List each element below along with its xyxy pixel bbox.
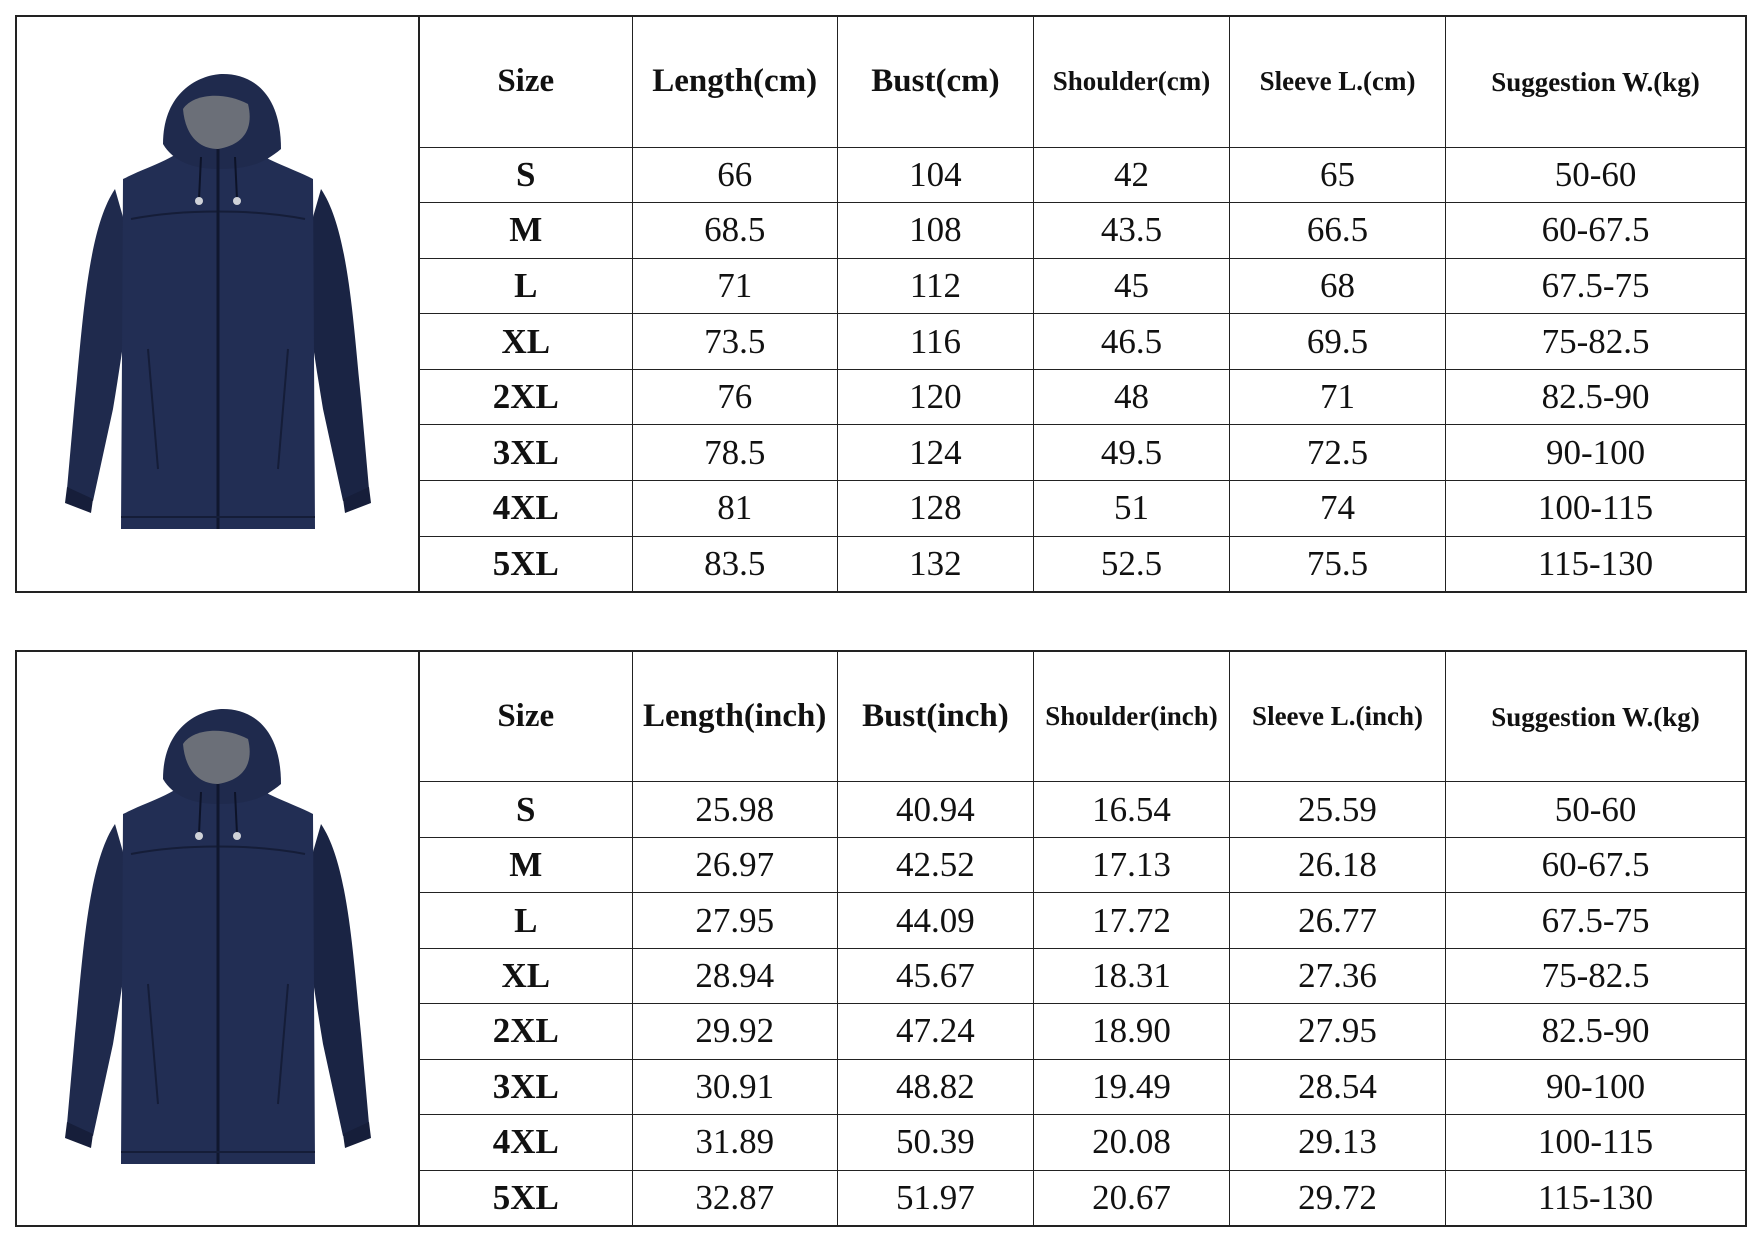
value-cell: 27.95 [632, 893, 837, 948]
header-shoulder: Shoulder(inch) [1033, 652, 1229, 782]
size-cell: 4XL [420, 480, 632, 536]
value-cell: 68.5 [632, 203, 837, 259]
value-cell: 75.5 [1230, 536, 1446, 591]
header-suggestion: Suggestion W.(kg) [1446, 652, 1745, 782]
value-cell: 100-115 [1446, 480, 1745, 536]
value-cell: 78.5 [632, 425, 837, 481]
value-cell: 51.97 [837, 1170, 1033, 1225]
value-cell: 60-67.5 [1446, 837, 1745, 892]
value-cell: 104 [837, 147, 1033, 203]
table-row [420, 837, 1745, 892]
size-cell: 2XL [420, 369, 632, 425]
value-cell: 128 [837, 480, 1033, 536]
size-table-inch [420, 652, 1745, 1225]
table-row [420, 1115, 1745, 1170]
header-shoulder: Shoulder(cm) [1033, 17, 1229, 147]
header-bust: Bust(inch) [837, 652, 1033, 782]
size-cell: S [420, 147, 632, 203]
size-cell: L [420, 258, 632, 314]
value-cell: 73.5 [632, 314, 837, 370]
value-cell: 31.89 [632, 1115, 837, 1170]
size-cell: XL [420, 314, 632, 370]
value-cell: 71 [1230, 369, 1446, 425]
value-cell: 67.5-75 [1446, 258, 1745, 314]
value-cell: 20.67 [1033, 1170, 1229, 1225]
table-row [420, 480, 1745, 536]
table-row [420, 147, 1745, 203]
table-header-row [420, 17, 1745, 147]
value-cell: 66 [632, 147, 837, 203]
header-size: Size [420, 652, 632, 782]
value-cell: 108 [837, 203, 1033, 259]
value-cell: 47.24 [837, 1004, 1033, 1059]
value-cell: 45 [1033, 258, 1229, 314]
value-cell: 50-60 [1446, 782, 1745, 837]
table-row [420, 1059, 1745, 1114]
value-cell: 27.95 [1230, 1004, 1446, 1059]
header-sleeve: Sleeve L.(cm) [1230, 17, 1446, 147]
table-row [420, 369, 1745, 425]
value-cell: 26.97 [632, 837, 837, 892]
value-cell: 116 [837, 314, 1033, 370]
size-cell: 3XL [420, 1059, 632, 1114]
value-cell: 82.5-90 [1446, 369, 1745, 425]
navy-hooded-jacket-icon [53, 704, 383, 1174]
value-cell: 67.5-75 [1446, 893, 1745, 948]
size-cell: M [420, 203, 632, 259]
value-cell: 60-67.5 [1446, 203, 1745, 259]
value-cell: 28.94 [632, 948, 837, 1003]
value-cell: 51 [1033, 480, 1229, 536]
value-cell: 132 [837, 536, 1033, 591]
value-cell: 90-100 [1446, 425, 1745, 481]
value-cell: 42 [1033, 147, 1229, 203]
value-cell: 25.98 [632, 782, 837, 837]
value-cell: 44.09 [837, 893, 1033, 948]
value-cell: 43.5 [1033, 203, 1229, 259]
value-cell: 69.5 [1230, 314, 1446, 370]
value-cell: 74 [1230, 480, 1446, 536]
value-cell: 52.5 [1033, 536, 1229, 591]
table-row [420, 1170, 1745, 1225]
table-row [420, 314, 1745, 370]
value-cell: 19.49 [1033, 1059, 1229, 1114]
value-cell: 26.18 [1230, 837, 1446, 892]
value-cell: 20.08 [1033, 1115, 1229, 1170]
value-cell: 40.94 [837, 782, 1033, 837]
size-table-cm [420, 17, 1745, 591]
value-cell: 68 [1230, 258, 1446, 314]
value-cell: 66.5 [1230, 203, 1446, 259]
header-suggestion: Suggestion W.(kg) [1446, 17, 1745, 147]
value-cell: 72.5 [1230, 425, 1446, 481]
size-cell: L [420, 893, 632, 948]
value-cell: 112 [837, 258, 1033, 314]
value-cell: 32.87 [632, 1170, 837, 1225]
table-row [420, 1004, 1745, 1059]
value-cell: 90-100 [1446, 1059, 1745, 1114]
value-cell: 75-82.5 [1446, 314, 1745, 370]
size-cell: 2XL [420, 1004, 632, 1059]
value-cell: 27.36 [1230, 948, 1446, 1003]
value-cell: 29.92 [632, 1004, 837, 1059]
value-cell: 49.5 [1033, 425, 1229, 481]
table-row [420, 782, 1745, 837]
value-cell: 28.54 [1230, 1059, 1446, 1114]
size-cell: S [420, 782, 632, 837]
table-row [420, 425, 1745, 481]
size-cell: M [420, 837, 632, 892]
value-cell: 18.31 [1033, 948, 1229, 1003]
value-cell: 46.5 [1033, 314, 1229, 370]
value-cell: 115-130 [1446, 536, 1745, 591]
header-sleeve: Sleeve L.(inch) [1230, 652, 1446, 782]
value-cell: 16.54 [1033, 782, 1229, 837]
header-bust: Bust(cm) [837, 17, 1033, 147]
size-cell: XL [420, 948, 632, 1003]
value-cell: 29.72 [1230, 1170, 1446, 1225]
value-cell: 115-130 [1446, 1170, 1745, 1225]
value-cell: 50-60 [1446, 147, 1745, 203]
table-header-row [420, 652, 1745, 782]
value-cell: 120 [837, 369, 1033, 425]
header-size: Size [420, 17, 632, 147]
value-cell: 76 [632, 369, 837, 425]
value-cell: 65 [1230, 147, 1446, 203]
table-row [420, 893, 1745, 948]
header-length: Length(inch) [632, 652, 837, 782]
value-cell: 26.77 [1230, 893, 1446, 948]
size-cell: 5XL [420, 1170, 632, 1225]
value-cell: 100-115 [1446, 1115, 1745, 1170]
value-cell: 48.82 [837, 1059, 1033, 1114]
table-row [420, 258, 1745, 314]
value-cell: 30.91 [632, 1059, 837, 1114]
size-chart-cm [15, 15, 1747, 593]
size-cell: 4XL [420, 1115, 632, 1170]
value-cell: 81 [632, 480, 837, 536]
size-cell: 5XL [420, 536, 632, 591]
value-cell: 83.5 [632, 536, 837, 591]
value-cell: 48 [1033, 369, 1229, 425]
value-cell: 25.59 [1230, 782, 1446, 837]
size-cell: 3XL [420, 425, 632, 481]
table-row [420, 948, 1745, 1003]
navy-hooded-jacket-icon [53, 69, 383, 539]
value-cell: 18.90 [1033, 1004, 1229, 1059]
value-cell: 42.52 [837, 837, 1033, 892]
product-photo [17, 17, 420, 591]
header-length: Length(cm) [632, 17, 837, 147]
size-chart-inch [15, 650, 1747, 1227]
value-cell: 17.13 [1033, 837, 1229, 892]
value-cell: 45.67 [837, 948, 1033, 1003]
value-cell: 82.5-90 [1446, 1004, 1745, 1059]
value-cell: 50.39 [837, 1115, 1033, 1170]
product-photo [17, 652, 420, 1225]
table-row [420, 536, 1745, 591]
value-cell: 29.13 [1230, 1115, 1446, 1170]
table-row [420, 203, 1745, 259]
value-cell: 17.72 [1033, 893, 1229, 948]
value-cell: 124 [837, 425, 1033, 481]
value-cell: 71 [632, 258, 837, 314]
value-cell: 75-82.5 [1446, 948, 1745, 1003]
